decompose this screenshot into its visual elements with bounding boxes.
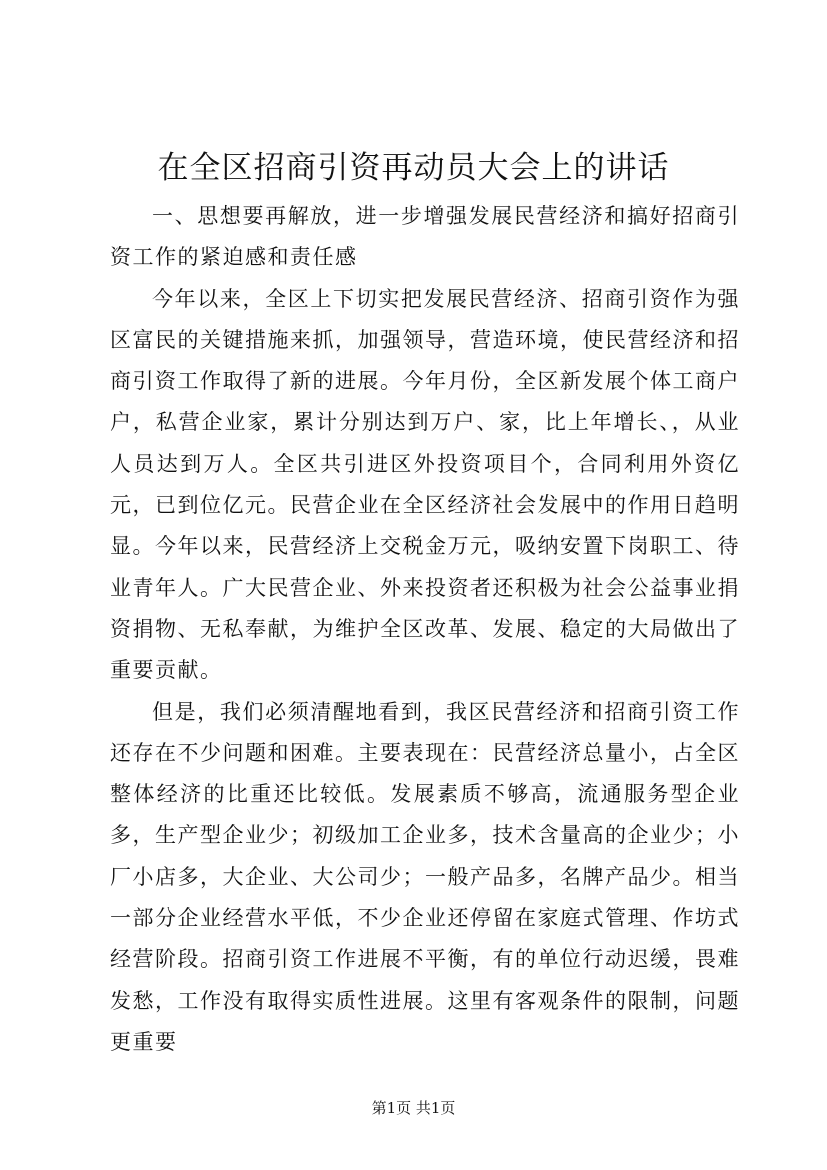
paragraph-2: 今年以来，全区上下切实把发展民营经济、招商引资作为强区富民的关键措施来抓，加强领导，营造环境，使民营经济和招商引资工作取得了新的进展。今年月份，全区新发展个体工商户户，私营企业家，累计分别达到万户、家，比上年增长、，从业人员达到万人。全区共引进区外投资项目个，合同利用外资亿元，已到位亿元。民营企业在全区经济社会发展中的作用日趋明显。今年以来，民营经济上交税金万元，吸纳安置下岗职工、待业青年人。广大民营企业、外来投资者还积极为社会公益事业捐资捐物、无私奉献，为维护全区改革、发展、稳定的大局做出了重要贡献。 <box>110 286 740 683</box>
document-title: 在全区招商引资再动员大会上的讲话 <box>157 150 670 186</box>
document-body <box>110 196 740 1063</box>
page-footer: 第1页 共1页 <box>371 1099 456 1117</box>
paragraph-1: 一、思想要再解放，进一步增强发展民营经济和搞好招商引资工作的紧迫感和责任感 <box>110 204 740 270</box>
paragraph-3: 但是，我们必须清醒地看到，我区民营经济和招商引资工作还存在不少问题和困难。主要表现在：民营经济总量小，占全区整体经济的比重还比较低。发展素质不够高，流通服务型企业多，生产型企业少；初级加工企业多，技术含量高的企业少；小厂小店多，大企业、大公司少；一般产品多，名牌产品少。相当一部分企业经营水平低，不少企业还停留在家庭式管理、作坊式经营阶段。招商引资工作进展不平衡，有的单位行动迟缓，畏难发愁，工作没有取得实质性进展。这里有客观条件的限制，问题更重要 <box>110 699 740 1054</box>
